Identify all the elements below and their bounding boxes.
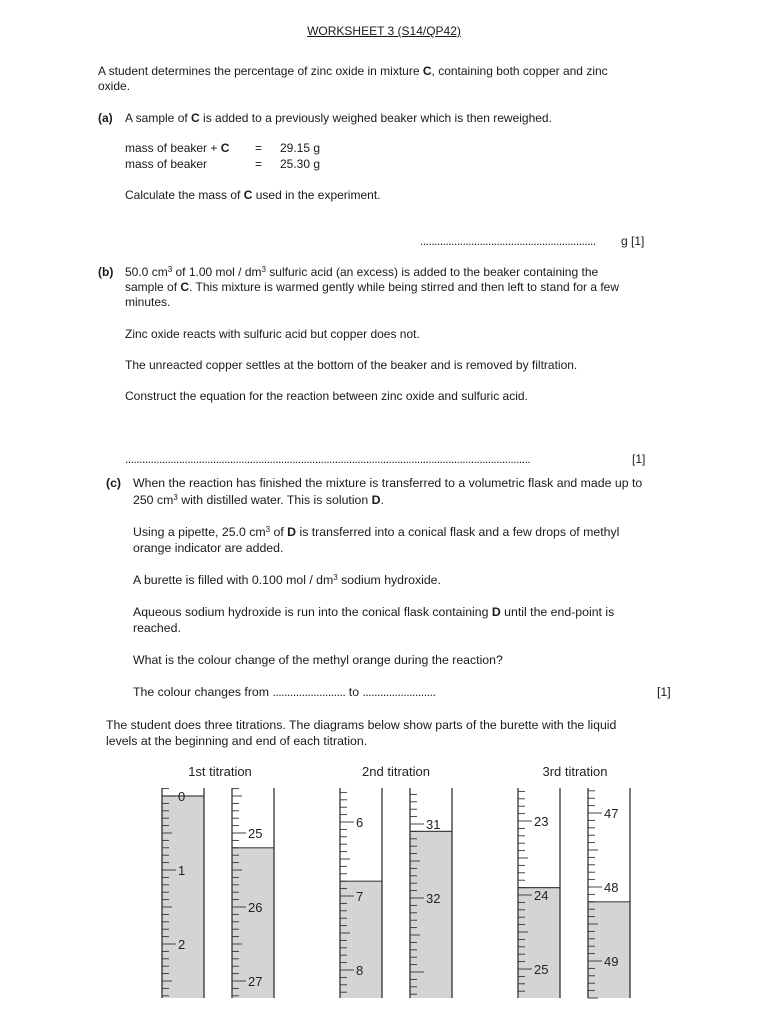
- colour-change-to: to: [345, 685, 363, 699]
- part-b-line-3: minutes.: [125, 295, 171, 309]
- part-a-calc-text-2: used in the experiment.: [252, 188, 381, 202]
- intro-mixture-c: C: [422, 64, 432, 78]
- part-a-answer-unit: g [1]: [621, 234, 645, 248]
- period: .: [380, 493, 384, 507]
- part-a-calc-text: Calculate the mass of: [125, 188, 244, 202]
- part-c-endpoint-line-2: reached.: [133, 621, 181, 635]
- colour-from-answer[interactable]: .........................: [272, 685, 346, 699]
- titration-1: [162, 764, 274, 998]
- superscript: 3: [261, 265, 266, 274]
- burette-reading-label: 24: [534, 888, 549, 903]
- mass-row-1-value: 29.15 g: [280, 141, 321, 155]
- part-b-label: (b): [98, 265, 114, 279]
- part-c-text: with distilled water. This is solution: [177, 493, 372, 507]
- burette-reading-label: 48: [604, 880, 619, 895]
- flask-volume: 250 cm: [133, 493, 174, 507]
- part-b-zinc-oxide-statement: Zinc oxide reacts with sulfuric acid but copper does not.: [125, 327, 420, 341]
- mass-row-1-label-text: mass of beaker +: [125, 141, 221, 155]
- titrations-intro-line-2: levels at the beginning and end of each titration.: [106, 734, 368, 748]
- burette-end: [410, 788, 452, 998]
- part-b-question: Construct the equation for the reaction between zinc oxide and sulfuric acid.: [125, 389, 528, 403]
- burette-reading-label: 8: [356, 963, 364, 978]
- part-b-text: sulfuric acid (an excess) is added to the beaker containing the: [265, 265, 599, 279]
- pipette-text: Using a pipette, 25.0 cm: [133, 525, 266, 539]
- burette-reading-label: 6: [356, 815, 364, 830]
- mass-row-1-equals: =: [255, 141, 263, 155]
- superscript: 3: [167, 265, 173, 274]
- pipette-text-2: of: [270, 525, 288, 539]
- burette-reading-label: 1: [178, 863, 186, 878]
- endpoint-text-2: until the end-point is: [500, 605, 615, 619]
- mass-row-2-value: 25.30 g: [280, 157, 321, 171]
- burette-reading-label: 7: [356, 889, 364, 904]
- burette-reading-label: 47: [604, 806, 619, 821]
- intro-line-2: oxide.: [98, 79, 131, 93]
- solution-d: D: [491, 605, 501, 619]
- burette-end: [588, 788, 630, 998]
- part-b-copper-statement: The unreacted copper settles at the bottom of the beaker and is removed by filtration.: [125, 358, 578, 372]
- superscript: 3: [265, 525, 271, 534]
- part-a-label: (a): [98, 111, 113, 125]
- solution-d: D: [287, 525, 297, 539]
- part-a-calc-c: C: [243, 188, 253, 202]
- part-a-text: A sample of: [125, 111, 192, 125]
- mass-row-2-label: mass of beaker: [125, 157, 208, 171]
- acid-volume: 50.0 cm: [125, 265, 168, 279]
- part-c-pipette-line-2: orange indicator are added.: [133, 541, 284, 555]
- burette-end: [232, 788, 274, 998]
- mass-row-1-c: C: [220, 141, 230, 155]
- part-b-c: C: [180, 280, 190, 294]
- titrations-intro-line-1: The student does three titrations. The diagrams below show parts of the burette with the liquid: [106, 718, 617, 732]
- intro-text: A student determines the percentage of zinc oxide in mixture: [98, 64, 423, 78]
- titration-heading: 1st titration: [188, 764, 252, 779]
- part-b-text-2: sample of: [125, 280, 181, 294]
- liquid-level: [518, 888, 560, 998]
- liquid-level: [410, 831, 452, 998]
- titration-2: [340, 764, 452, 998]
- acid-concentration: of 1.00 mol / dm: [172, 265, 262, 279]
- part-c-label: (c): [106, 476, 122, 490]
- burette-text-2: sodium hydroxide.: [337, 573, 441, 587]
- burette-text: A burette is filled with 0.100 mol / dm: [133, 573, 334, 587]
- burette-start: [162, 788, 204, 998]
- titration-3: [518, 764, 630, 998]
- burette-reading-label: 23: [534, 814, 549, 829]
- burette-reading-label: 2: [178, 937, 186, 952]
- part-b-text-3: . This mixture is warmed gently while being stirred and then left to stand for a few: [189, 280, 620, 294]
- titration-heading: 3rd titration: [542, 764, 608, 779]
- part-b-mark: [1]: [632, 452, 646, 466]
- burette-reading-label: 25: [248, 826, 263, 841]
- part-b-answer-line[interactable]: ...............................................................................................................................................: [125, 452, 531, 466]
- part-a-answer-line[interactable]: ..............................................................: [420, 234, 596, 248]
- burette-start: [340, 788, 382, 998]
- burette-reading-label: 32: [426, 891, 441, 906]
- liquid-level: [162, 796, 204, 998]
- worksheet-title: WORKSHEET 3 (S14/QP42): [307, 24, 461, 38]
- superscript: 3: [173, 493, 178, 502]
- pipette-text-3: is transferred into a conical flask and a few drops of methyl: [296, 525, 620, 539]
- intro-text-2: , containing both copper and zinc: [431, 64, 608, 78]
- burette-reading-label: 49: [604, 954, 619, 969]
- part-a-c: C: [191, 111, 200, 125]
- superscript: 3: [333, 573, 338, 582]
- titration-heading: 2nd titration: [362, 764, 430, 779]
- mass-row-2-equals: =: [255, 157, 263, 171]
- endpoint-text: Aqueous sodium hydroxide is run into the conical flask containing: [133, 605, 492, 619]
- burette-reading-label: 25: [534, 962, 549, 977]
- burette-start: [518, 788, 560, 998]
- burette-reading-label: 26: [248, 900, 263, 915]
- part-c-line-1: When the reaction has finished the mixture is transferred to a volumetric flask and made up to: [133, 476, 643, 490]
- part-c-mark: [1]: [657, 685, 671, 699]
- burette-reading-label: 0: [178, 789, 186, 804]
- colour-change-text: The colour changes from: [133, 685, 273, 699]
- part-a-text-2: is added to a previously weighed beaker which is then reweighed.: [199, 111, 552, 125]
- burette-reading-label: 31: [426, 817, 441, 832]
- part-c-question: What is the colour change of the methyl orange during the reaction?: [133, 653, 503, 667]
- burette-reading-label: 27: [248, 974, 263, 989]
- colour-to-answer[interactable]: .........................: [362, 685, 436, 699]
- solution-d: D: [371, 493, 381, 507]
